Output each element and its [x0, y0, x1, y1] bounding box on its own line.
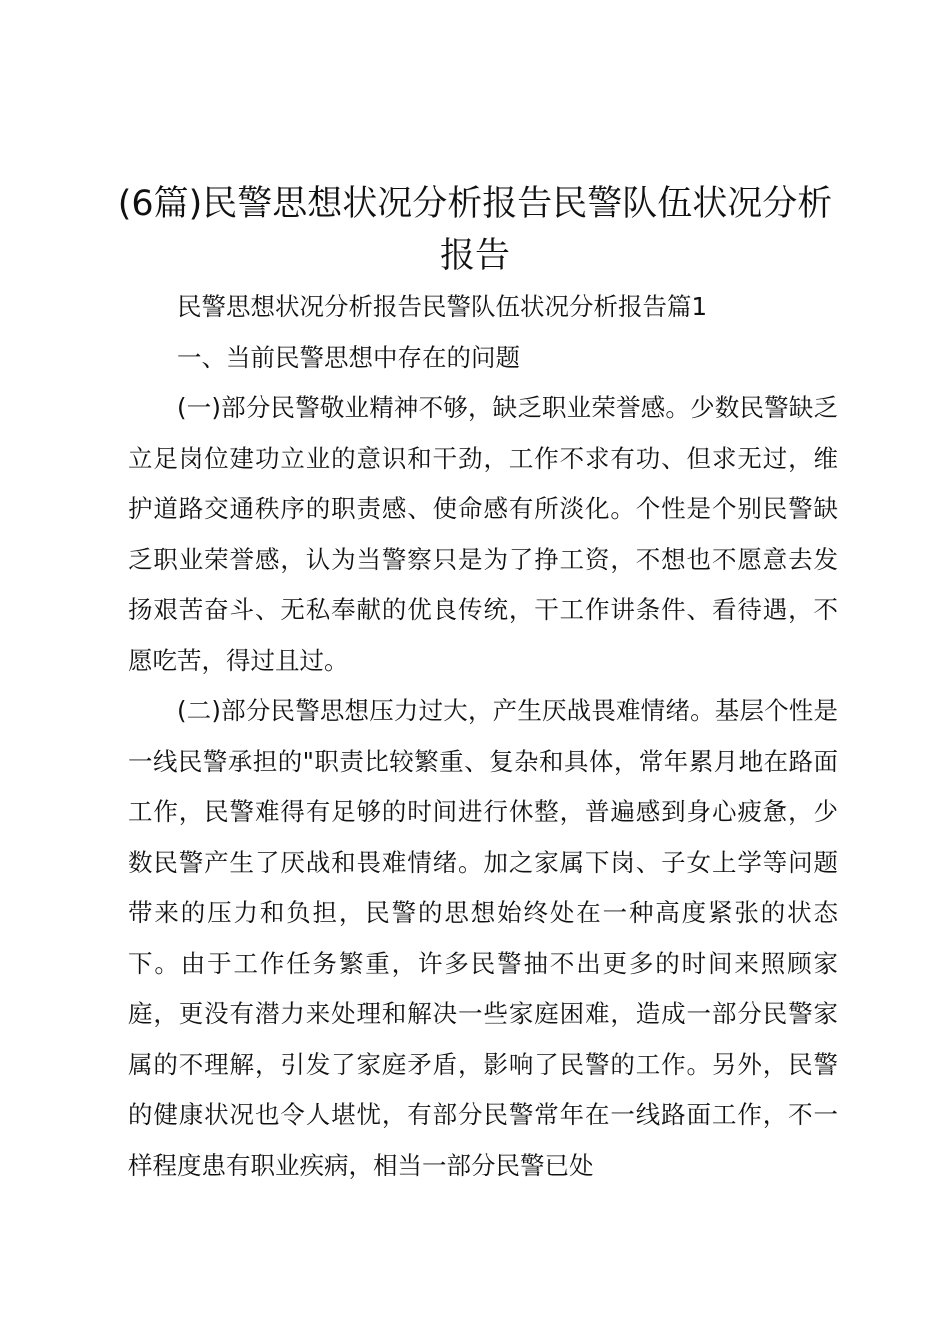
document-title: (6篇)民警思想状况分析报告民警队伍状况分析报告 [117, 184, 833, 276]
paragraph-1: (一)部分民警敬业精神不够，缺乏职业荣誉感。少数民警缺乏立足岗位建功立业的意识和干劲，工作不求有功、但求无过，维护道路交通秩序的职责感、使命感有所淡化。个性是个别民警缺乏职业荣誉感，认为当警察只是为了挣工资，不想也不愿意去发扬艰苦奋斗、无私奉献的优良传统，干工作讲条件、看待遇，不愿吃苦，得过且过。 [128, 393, 838, 675]
paragraph-2: (二)部分民警思想压力过大，产生厌战畏难情绪。基层个性是一线民警承担的"职责比较繁重、复杂和具体，常年累月地在路面工作，民警难得有足够的时间进行休整，普遍感到身心疲惫，少数民警产生了厌战和畏难情绪。加之家属下岗、子女上学等问题带来的压力和负担，民警的思想始终处在一种高度紧张的状态下。由于工作任务繁重，许多民警抽不出更多的时间来照顾家庭，更没有潜力来处理和解决一些家庭困难，造成一部分民警家属的不理解，引发了家庭矛盾，影响了民警的工作。另外，民警的健康状况也令人堪忧，有部分民警常年在一线路面工作，不一样程度患有职业疾病，相当一部分民警已处 [128, 696, 838, 1180]
document-subtitle: 民警思想状况分析报告民警队伍状况分析报告篇1 [177, 292, 708, 321]
document-body [128, 282, 838, 1191]
section-heading: 一、当前民警思想中存在的问题 [177, 342, 520, 372]
